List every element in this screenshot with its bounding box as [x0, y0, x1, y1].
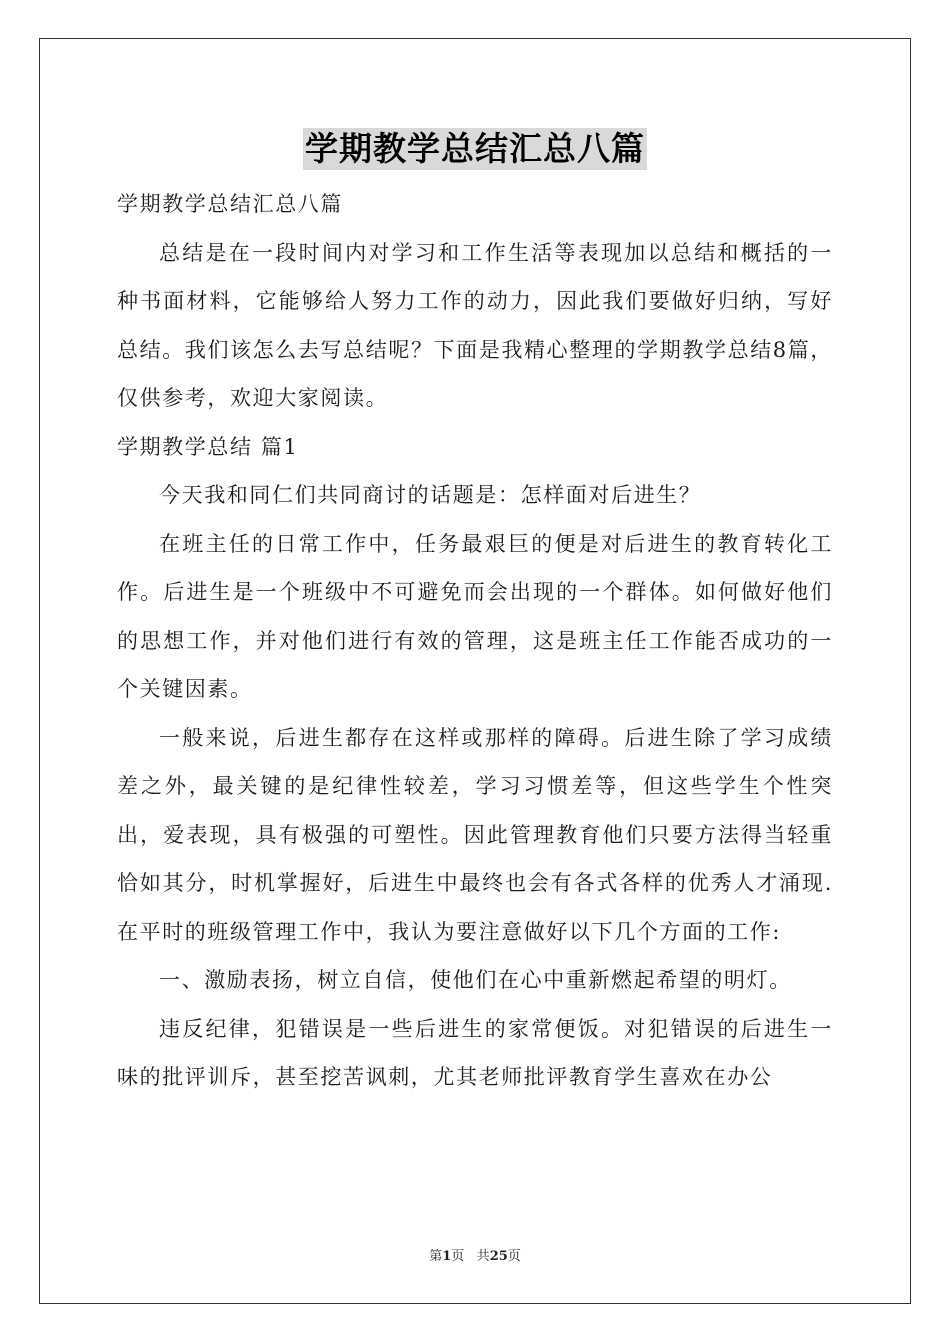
body-paragraph: 一般来说，后进生都存在这样或那样的障碍。后进生除了学习成绩差之外，最关键的是纪律性较差，学习习惯差等，但这些学生个性突出，爱表现，具有极强的可塑性。因此管理教育他们只要方法得当轻重恰如其分，时机掌握好，后进生中最终也会有各式各样的优秀人才涌现.在平时的班级管理工作中，我认为要注意做好以下几个方面的工作:: [117, 725, 833, 944]
body-paragraph: 今天我和同仁们共同商讨的话题是：怎样面对后进生？: [159, 483, 702, 507]
body-paragraph: 违反纪律，犯错误是一些后进生的家常便饭。对犯错误的后进生一味的批评训斥，甚至挖苦讽刺，尤其老师批评教育学生喜欢在办公: [117, 1016, 833, 1089]
page-number: 1: [442, 1249, 452, 1264]
document-body: [117, 180, 833, 1102]
total-pages: 25: [489, 1249, 508, 1264]
body-paragraph: 总结是在一段时间内对学习和工作生活等表现加以总结和概括的一种书面材料，它能够给人努力工作的动力，因此我们要做好归纳，写好总结。我们该怎么去写总结呢？下面是我精心整理的学期教学总结8篇，仅供参考，欢迎大家阅读。: [117, 240, 833, 410]
page-label-suffix: 页: [451, 1249, 465, 1264]
total-label-suffix: 页: [507, 1249, 521, 1264]
page-footer: [0, 1248, 950, 1266]
total-label-prefix: 共: [476, 1249, 490, 1264]
title-container: [0, 128, 950, 170]
section-heading: 学期教学总结 篇1: [117, 434, 299, 459]
section-heading: 学期教学总结汇总八篇: [117, 192, 343, 216]
document-title: 学期教学总结汇总八篇: [305, 129, 645, 168]
page-label-prefix: 第: [429, 1249, 443, 1264]
body-paragraph: 一、激励表扬，树立自信，使他们在心中重新燃起希望的明灯。: [159, 968, 792, 992]
body-paragraph: 在班主任的日常工作中，任务最艰巨的便是对后进生的教育转化工作。后进生是一个班级中不可避免而会出现的一个群体。如何做好他们的思想工作，并对他们进行有效的管理，这是班主任工作能否成功的一个关键因素。: [117, 531, 833, 701]
